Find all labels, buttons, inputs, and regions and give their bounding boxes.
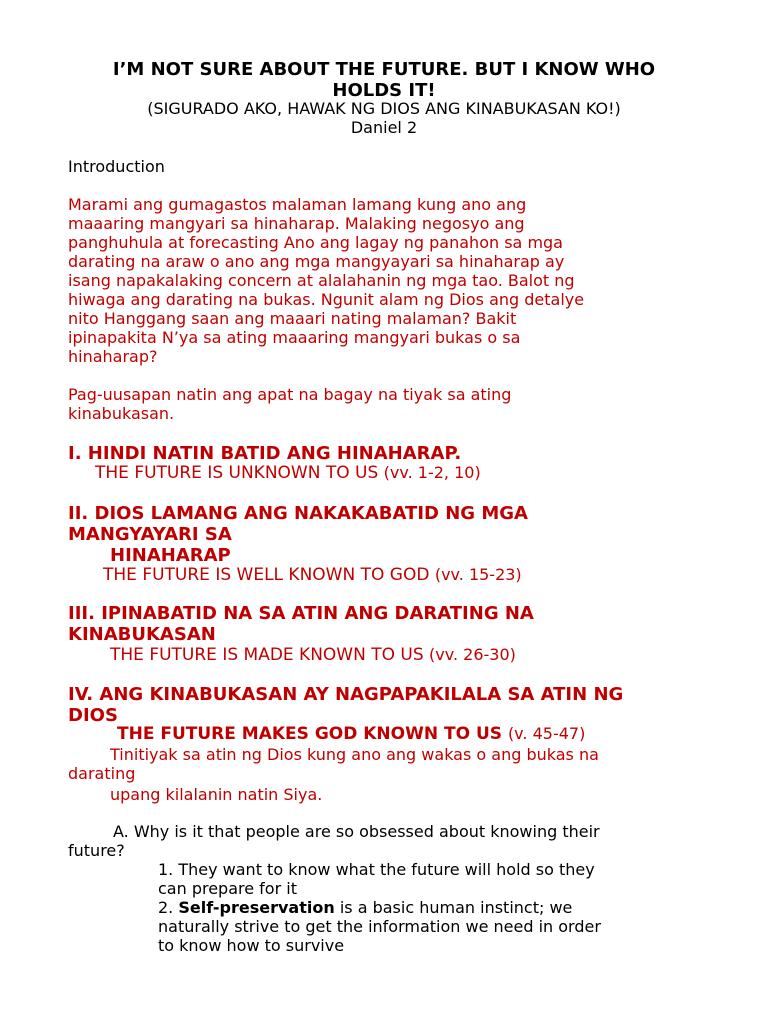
point-1-subheading (95, 463, 481, 483)
point-4-heading-line1: IV. ANG KINABUKASAN AY NAGPAPAKILALA SA ATIN NG (68, 684, 624, 705)
answer-2-bold-term: Self-preservation (178, 898, 335, 917)
point-2-subheading-text: THE FUTURE IS WELL KNOWN TO GOD (103, 565, 435, 585)
intro-line: panghuhula at forecasting Ano ang lagay ng panahon sa mga (68, 233, 563, 252)
point-1-heading: I. HINDI NATIN BATID ANG HINAHARAP. (68, 443, 462, 464)
intro-line: darating na araw o ano ang mga mangyayari sa hinaharap ay (68, 252, 565, 271)
point-2-verse-reference: (vv. 15-23) (434, 565, 522, 584)
document-subtitle: (SIGURADO AKO, HAWAK NG DIOS ANG KINABUKASAN KO!) (147, 99, 621, 118)
answer-1-line2: can prepare for it (158, 879, 297, 898)
intro-line: Pag-uusapan natin ang apat na bagay na tiyak sa ating (68, 385, 512, 404)
answer-2-line1 (158, 898, 572, 917)
question-a-line2: future? (68, 841, 125, 860)
introduction-label: Introduction (68, 157, 165, 176)
point-4-description-line2: darating (68, 764, 136, 783)
document-title-line2: HOLDS IT! (332, 80, 436, 101)
intro-line: maaaring mangyari sa hinaharap. Malaking negosyo ang (68, 214, 525, 233)
intro-line: kinabukasan. (68, 404, 175, 423)
intro-line: hinaharap? (68, 347, 158, 366)
point-3-subheading (110, 645, 516, 665)
point-4-description-line3: upang kilalanin natin Siya. (110, 785, 323, 804)
intro-line: ipinapakita N’ya sa ating maaaring mangyari bukas o sa (68, 328, 521, 347)
point-3-heading-line2: KINABUKASAN (68, 624, 216, 645)
point-4-description-line1: Tinitiyak sa atin ng Dios kung ano ang wakas o ang bukas na (110, 745, 599, 764)
answer-2-number: 2. (158, 898, 179, 917)
point-3-subheading-text: THE FUTURE IS MADE KNOWN TO US (110, 645, 430, 665)
point-3-verse-reference: (vv. 26-30) (429, 645, 516, 664)
question-a-line1: A. Why is it that people are so obsessed about knowing their (113, 822, 600, 841)
scripture-reference: Daniel 2 (350, 118, 418, 137)
point-4-subheading-text: THE FUTURE MAKES GOD KNOWN TO US (117, 724, 508, 744)
answer-2-text: is a basic human instinct; we (334, 898, 573, 917)
point-2-subheading (103, 565, 522, 585)
intro-line: hiwaga ang darating na bukas. Ngunit alam ng Dios ang detalye (68, 290, 585, 309)
point-3-heading-line1: III. IPINABATID NA SA ATIN ANG DARATING NA (68, 603, 534, 624)
intro-line: Marami ang gumagastos malaman lamang kung ano ang (68, 195, 527, 214)
point-1-subheading-text: THE FUTURE IS UNKNOWN TO US (95, 463, 384, 483)
intro-line: isang napakalaking concern at alalahanin ng mga tao. Balot ng (68, 271, 575, 290)
point-1-verse-reference: (vv. 1-2, 10) (383, 463, 481, 482)
point-2-heading-line1: II. DIOS LAMANG ANG NAKAKABATID NG MGA (68, 503, 528, 524)
document-title-line1: I’M NOT SURE ABOUT THE FUTURE. BUT I KNOW WHO (112, 59, 656, 80)
point-4-heading-line2: DIOS (68, 705, 118, 726)
point-4-subheading (117, 724, 585, 744)
answer-1-line1: 1. They want to know what the future will hold so they (158, 860, 595, 879)
point-2-heading-line2: MANGYAYARI SA (68, 524, 232, 545)
point-4-verse-reference: (v. 45-47) (507, 724, 586, 743)
point-2-heading-line3: HINAHARAP (110, 545, 231, 566)
answer-2-line2: naturally strive to get the information we need in order (158, 917, 601, 936)
answer-2-line3: to know how to survive (158, 936, 345, 955)
intro-line: nito Hanggang saan ang maaari nating malaman? Bakit (68, 309, 517, 328)
